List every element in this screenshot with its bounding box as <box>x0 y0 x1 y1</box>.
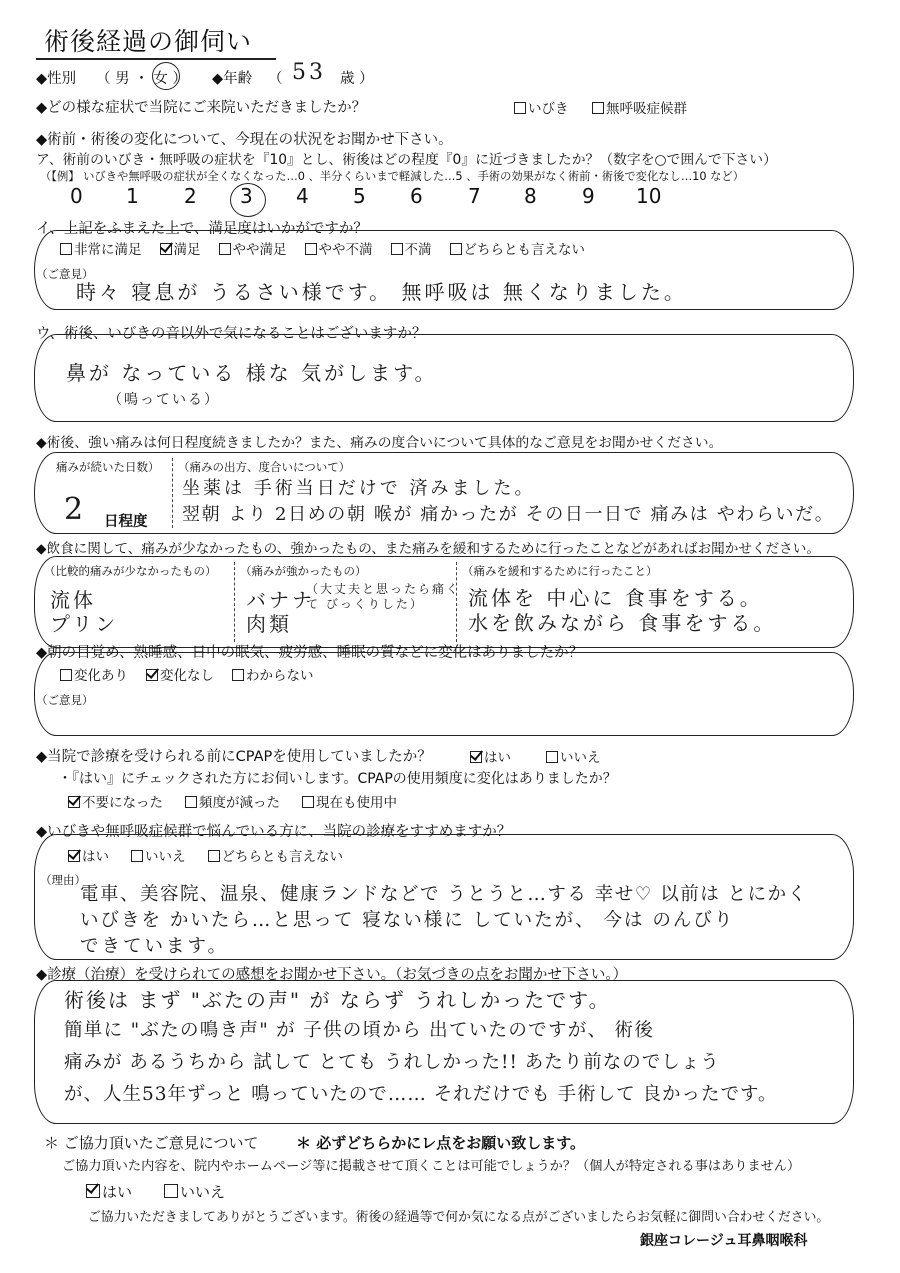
scale-number-6[interactable]: 6 <box>410 184 423 208</box>
option-label: いいえ <box>145 849 186 865</box>
sat-opts-option-3[interactable] <box>305 238 373 258</box>
checkbox[interactable] <box>305 243 317 255</box>
scale-number-4[interactable]: 4 <box>296 184 309 208</box>
food-col2-label: （痛みが強かったもの） <box>240 564 367 578</box>
pain-days-label: 痛みが続いた日数） <box>56 460 160 474</box>
age-open-paren: （ <box>268 71 283 87</box>
clinic-name: 銀座コレージュ耳鼻咽喉科 <box>640 1233 808 1249</box>
opinion-label: （ご意見） <box>36 267 94 281</box>
scale-number-3[interactable]: 3 <box>240 184 253 208</box>
sleep-opts-option-2[interactable] <box>232 664 314 684</box>
recommend-reason-2[interactable]: いびきを かいたら…と思って 寝ない様に していたが、 今は のんびり <box>80 910 735 931</box>
option-label: 頻度が減った <box>199 795 280 811</box>
cpap-follow-options <box>68 791 419 811</box>
sleep-opts-option-1[interactable] <box>146 664 214 684</box>
footer-note-2: ＊ 必ずどちらかにレ点をお願い致します。 <box>296 1134 586 1152</box>
food-col1-item-1[interactable]: 流体 <box>50 588 96 612</box>
food-col3-item-2[interactable]: 水を飲みながら 食事をする。 <box>468 611 777 635</box>
impression-line-4[interactable]: が、人生53年ずっと 鳴っていたので…… それだけでも 手術して 良かったです。 <box>64 1084 778 1105</box>
cpap-opts-option-2[interactable] <box>302 791 397 811</box>
impression-question: ◆診療（治療）を受けられての感想をお聞かせ下さい。（お気づきの点をお聞かせ下さい。） <box>36 967 628 983</box>
scale-number-1[interactable]: 1 <box>126 184 139 208</box>
sat-opts-option-4[interactable] <box>391 238 432 258</box>
option-label: わからない <box>246 668 314 684</box>
cpap-question: ◆当院で診療を受けられる前にCPAPを使用していましたか？ <box>36 749 432 765</box>
checkbox[interactable] <box>160 243 172 255</box>
other-question: ウ、術後、いびきの音以外で気になることはございますか？ <box>36 326 427 342</box>
symptom-option-snoring[interactable]: いびき <box>514 97 569 117</box>
option-label: 現在も使用中 <box>316 795 397 811</box>
impression-line-3[interactable]: 痛みが あるうちから 試して とても うれしかった!! あたり前なのでしょう <box>64 1052 720 1073</box>
option-label: はい <box>82 849 109 865</box>
title-underline <box>36 58 276 60</box>
pain-detail-label: （痛みの出方、度合いについて） <box>178 460 351 474</box>
age-unit: 歳 ） <box>340 71 374 87</box>
sat-opts-option-2[interactable] <box>219 238 287 258</box>
pain-detail-2[interactable]: 翌朝 より 2日めの朝 喉が 痛かったが その日一日で 痛みは やわらいだ。 <box>182 504 835 525</box>
food-divider-1 <box>234 562 235 642</box>
option-label: 満足 <box>173 242 201 258</box>
checkbox[interactable] <box>302 796 314 808</box>
checkbox[interactable] <box>514 102 526 114</box>
recommend-reason-1[interactable]: 電車、美容院、温泉、健康ランドなどで うとうと…する 幸せ♡ 以前は とにかく <box>80 884 808 905</box>
cpap-no[interactable]: いいえ <box>546 746 601 766</box>
gender-label: ◆性別 <box>36 71 77 87</box>
footer-thanks: ご協力いただきましてありがとうございます。術後の経過等で何か気になる点がございましたらお気軽に御問い合わせください。 <box>88 1210 830 1225</box>
cpap-follow-question: ・『はい』にチェックされた方にお伺いします。CPAPの使用頻度に変化はありましたか？ <box>58 771 617 787</box>
checkbox[interactable] <box>546 751 558 763</box>
option-label: 不満 <box>404 242 432 258</box>
checkbox[interactable] <box>470 751 482 763</box>
checkbox[interactable] <box>208 850 220 862</box>
sat-opts-option-1[interactable] <box>160 238 201 258</box>
food-divider-2 <box>456 562 457 642</box>
checkbox[interactable] <box>146 669 158 681</box>
scale-number-9[interactable]: 9 <box>582 184 595 208</box>
footer-consent-no[interactable]: いいえ <box>164 1181 225 1202</box>
sat-opts-option-0[interactable] <box>60 238 142 258</box>
impression-line-1[interactable]: 術後は まず "ぶたの声" が ならず うれしかったです。 <box>64 988 611 1012</box>
food-col1-item-2[interactable]: プリン <box>50 612 119 636</box>
checkbox[interactable] <box>391 243 403 255</box>
pain-divider <box>172 458 173 528</box>
option-label: どちらとも言えない <box>463 242 585 258</box>
change-example: （【例】 いびきや無呼吸の症状が全くなくなった…0 、半分くらいまで軽減した…5 、手術の効果がなく術前・術後で変化なし…10 など） <box>40 170 744 183</box>
pain-days-value[interactable]: 2 <box>64 492 87 527</box>
pain-question: ◆術後、強い痛みは何日程度続きましたか？また、痛みの度合いについて具体的なご意見をお聞かせください。 <box>36 435 723 451</box>
cpap-yes[interactable]: はい <box>470 746 511 766</box>
food-col1-label: （比較的痛みが少なかったもの） <box>44 564 217 578</box>
scale-number-8[interactable]: 8 <box>524 184 537 208</box>
age-label: ◆年齢 <box>212 71 253 87</box>
scale-number-2[interactable]: 2 <box>184 184 197 208</box>
food-col2-note: （大丈夫と思ったら痛くて びっくりした） <box>306 582 461 611</box>
recommend-options <box>68 845 365 865</box>
rec-opts-option-0[interactable] <box>68 845 109 865</box>
option-label: どちらとも言えない <box>221 849 343 865</box>
scale-number-5[interactable]: 5 <box>353 184 366 208</box>
food-col2-item-2[interactable]: 肉類 <box>246 612 292 636</box>
cpap-opts-option-1[interactable] <box>185 791 280 811</box>
sleep-opts-option-0[interactable] <box>60 664 128 684</box>
option-label: 変化なし <box>160 668 214 684</box>
sleep-options <box>60 664 332 684</box>
rec-opts-option-2[interactable] <box>208 845 344 865</box>
satisfaction-question: イ、上記をふまえた上で、満足度はいかがですか？ <box>36 221 368 237</box>
rec-opts-option-1[interactable] <box>131 845 186 865</box>
checkbox[interactable] <box>131 850 143 862</box>
recommend-reason-3[interactable]: できています。 <box>80 936 230 957</box>
footer-consent-yes[interactable]: はい <box>86 1181 132 1202</box>
checkbox[interactable] <box>219 243 231 255</box>
checkbox[interactable] <box>68 850 80 862</box>
page-title: 術後経過の御伺い <box>44 27 253 56</box>
satisfaction-options <box>60 238 603 258</box>
checkbox[interactable] <box>592 102 604 114</box>
checkbox[interactable] <box>60 243 72 255</box>
recommend-question: ◆いびきや無呼吸症候群で悩んでいる方に、当院の診療をすすめますか？ <box>36 824 512 840</box>
sleep-opinion-label: （ご意見） <box>36 693 94 707</box>
symptom-question: ◆どの様な症状で当院にご来院いただきましたか？ <box>36 100 367 116</box>
footer-consent-question: ご協力頂いた内容を、院内やホームページ等に掲載させて頂くことは可能でしょうか？（個人が特定される事はありません） <box>62 1159 801 1174</box>
symptom-option-apnea[interactable]: 無呼吸症候群 <box>592 97 687 117</box>
pain-detail-1[interactable]: 坐薬は 手術当日だけで 済みました。 <box>182 478 536 499</box>
checkbox[interactable] <box>86 1184 100 1198</box>
scale-number-7[interactable]: 7 <box>468 184 481 208</box>
food-col3-item-1[interactable]: 流体を 中心に 食事をする。 <box>468 586 763 610</box>
footer-note-1: ＊ ご協力頂いたご意見について <box>44 1134 259 1152</box>
checkbox[interactable] <box>164 1184 178 1198</box>
food-col2-item-1[interactable]: バナナ <box>246 588 315 612</box>
satisfaction-opinion[interactable]: 時々 寝息が うるさい様です。 無呼吸は 無くなりました。 <box>76 280 687 304</box>
recommend-reason-label: （理由） <box>40 873 86 887</box>
option-label: やや満足 <box>232 242 287 258</box>
change-question-a: ア、術前のいびき・無呼吸の症状を『10』とし、術後はどの程度『0』に近づきましたか？（数字を○で囲んで下さい） <box>36 152 777 168</box>
checkbox[interactable] <box>450 243 462 255</box>
option-label: 変化あり <box>74 668 128 684</box>
gender-options[interactable]: （ 男 ・ 女 ） <box>96 71 187 87</box>
option-label: 非常に満足 <box>74 242 142 258</box>
gender-selected-circle <box>152 62 180 90</box>
checkbox[interactable] <box>185 796 197 808</box>
option-label: 不要になった <box>82 795 163 811</box>
scale-selected-circle <box>230 183 266 217</box>
option-label: やや不満 <box>318 242 373 258</box>
sleep-question: ◆朝の目覚め、熟睡感、日中の眠気、疲労感、睡眠の質などに変化はありましたか？ <box>36 645 584 661</box>
sat-opts-option-5[interactable] <box>450 238 586 258</box>
change-heading: ◆術前・術後の変化について、今現在の状況をお聞かせ下さい。 <box>36 132 453 148</box>
other-answer[interactable]: 鼻が なっている 様な 気がします。 <box>66 361 438 385</box>
food-question: ◆飲食に関して、痛みが少なかったもの、強かったもの、また痛みを緩和するために行ったことなどがあればお聞かせください。 <box>36 541 820 557</box>
checkbox[interactable] <box>232 669 244 681</box>
scale-number-0[interactable]: 0 <box>70 184 83 208</box>
pain-days-unit: 日程度 <box>104 514 148 530</box>
other-answer-note: （鳴っている） <box>108 392 220 408</box>
cpap-opts-option-0[interactable] <box>68 791 163 811</box>
checkbox[interactable] <box>68 796 80 808</box>
age-value[interactable]: 53 <box>292 60 326 85</box>
scale-number-10[interactable]: 10 <box>636 184 662 208</box>
impression-line-2[interactable]: 簡単に "ぶたの鳴き声" が 子供の頃から 出ていたのですが、 術後 <box>64 1020 655 1041</box>
food-col3-label: （痛みを緩和するために行ったこと） <box>462 564 658 578</box>
checkbox[interactable] <box>60 669 72 681</box>
